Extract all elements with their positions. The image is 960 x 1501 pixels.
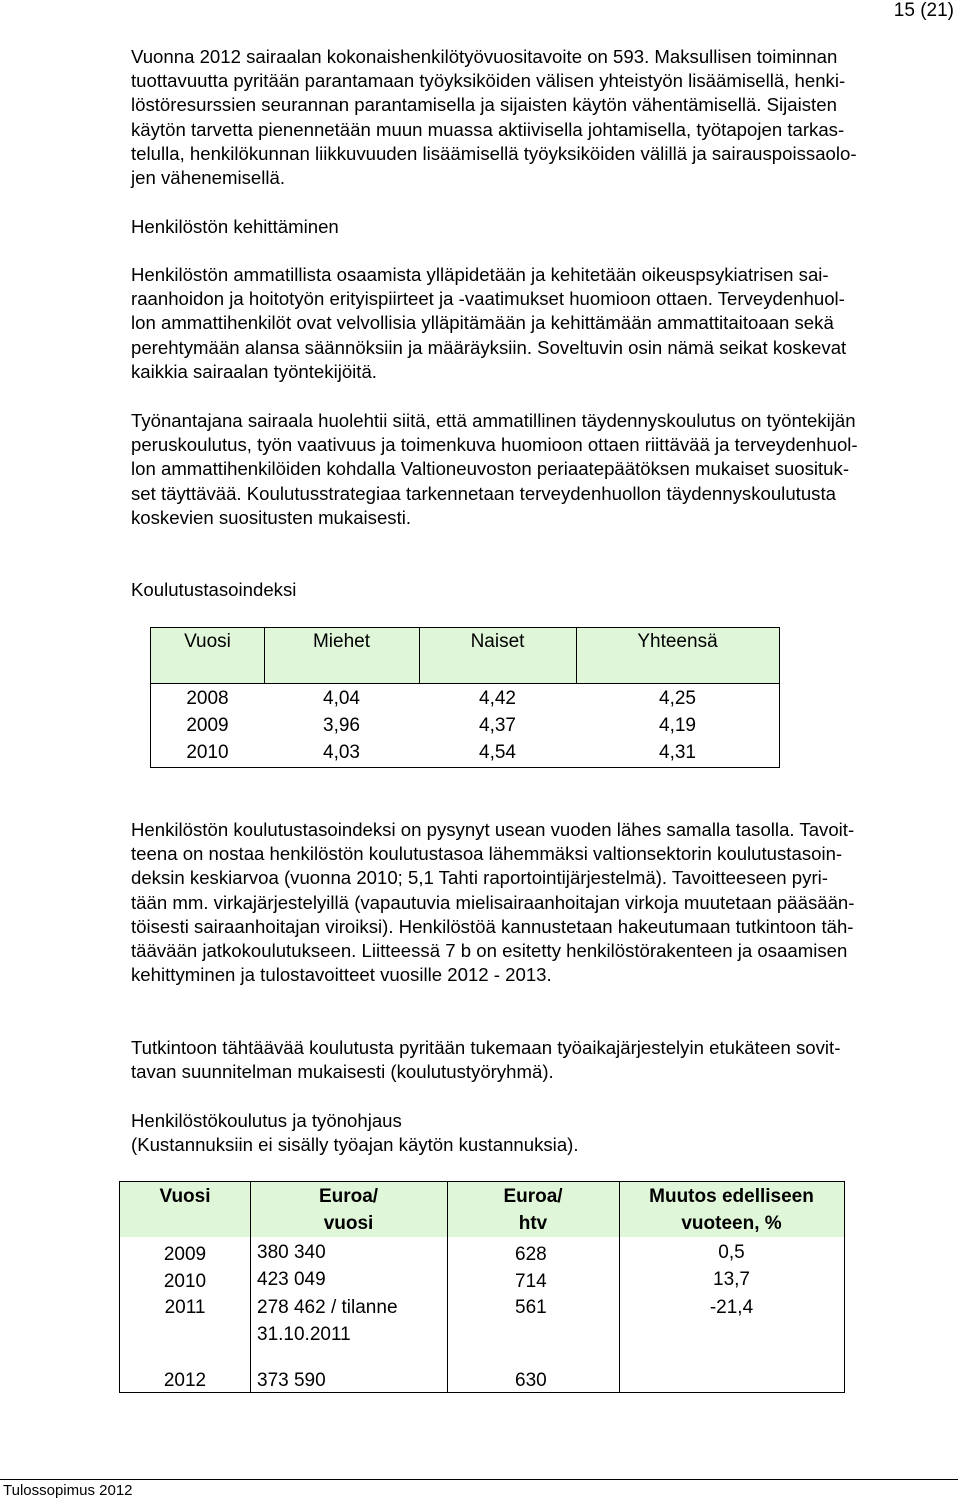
header-line: Muutos edelliseen — [649, 1186, 814, 1207]
cell-change: 13,7 — [713, 1269, 750, 1290]
heading-text: Koulutustasoindeksi — [131, 579, 297, 600]
heading-staff-development — [131, 215, 957, 239]
heading-education-index — [131, 578, 957, 602]
text-line: töisesti sairaanhoitajan viroiksi). Henkilöstöä kannustetaan hakeutumaan tutkintoon täh- — [131, 915, 854, 937]
cell-year: 2009 — [163, 1244, 207, 1265]
cell-women: 4,37 — [479, 715, 516, 736]
header-year: Vuosi — [184, 631, 231, 652]
text-line: lon ammattihenkilöt ovat velvollisia ylläpitämään ja kehittämään ammattitaitoaan sekä — [131, 312, 834, 334]
text-line: löstöresurssien seurannan parantamisella ja sijaisten käytön vähentämisellä. Sijaisten — [131, 94, 837, 116]
cell-year: 2012 — [163, 1370, 207, 1391]
text-line: käytön tarvetta pienennetään muun muassa aktiivisella johtamisella, työtapojen tarkas- — [131, 118, 845, 140]
education-index-table — [150, 627, 780, 768]
paragraph-staff-target — [131, 45, 957, 190]
heading-text: Henkilöstön kehittäminen — [131, 216, 339, 237]
cell-line: 278 462 / tilanne — [257, 1297, 398, 1318]
text-line: kaikkia sairaalan työntekijöitä. — [131, 360, 377, 382]
text-line: Tutkintoon tähtäävää koulutusta pyritään tukemaan työaikajärjestelyin etukäteen sovit- — [131, 1037, 841, 1058]
training-costs-table — [119, 1181, 845, 1393]
cell-euro-year: 373 590 — [257, 1370, 326, 1391]
text-line: Vuonna 2012 sairaalan kokonaishenkilötyövuositavoite on 593. Maksullisen toiminnan — [131, 46, 838, 67]
text-line: raanhoidon ja hoitotyön erityispiirteet ja -vaatimukset huomioon ottaen. Terveydenhuol- — [131, 288, 845, 310]
cell-euro-htv: 561 — [515, 1297, 547, 1318]
header-line: Euroa/ — [503, 1186, 563, 1207]
text-line: set täyttävää. Koulutusstrategiaa tarkennetaan terveydenhuollon täydennyskoulutusta — [131, 482, 836, 504]
cell-total: 4,19 — [659, 715, 696, 736]
paragraph-professional-skills — [131, 263, 957, 384]
cell-euro-htv: 714 — [515, 1271, 547, 1292]
text-line: lon ammattihenkilöiden kohdalla Valtioneuvoston periaatepäätöksen mukaiset suosituk- — [131, 458, 850, 480]
text-line: kehittyminen ja tulostavoitteet vuosille 2012 - 2013. — [131, 964, 552, 986]
header-euro-per-year — [250, 1183, 447, 1237]
header-change-percent — [619, 1183, 844, 1237]
text-line: tavan suunnitelman mukaisesti (koulutustyöryhmä). — [131, 1061, 554, 1083]
paragraph-degree-training — [131, 1036, 957, 1084]
header-euro-per-htv — [447, 1183, 619, 1237]
cell-euro-year — [257, 1294, 445, 1348]
header-women: Naiset — [470, 631, 525, 652]
cell-year: 2010 — [186, 742, 229, 763]
cell-total: 4,25 — [659, 688, 696, 709]
cell-year: 2011 — [164, 1297, 206, 1318]
cell-euro-htv: 628 — [515, 1244, 547, 1265]
footer-title: Tulossopimus 2012 — [3, 1482, 133, 1499]
cell-euro-year: 380 340 — [257, 1242, 326, 1263]
cell-men: 4,03 — [323, 742, 360, 763]
text-line: telulla, henkilökunnan liikkuvuuden lisäämisellä työyksiköiden välillä ja sairauspoissaolo- — [131, 142, 857, 164]
text-line: Työnantajana sairaala huolehtii siitä, että ammatillinen täydennyskoulutus on työntekijän — [131, 410, 856, 431]
cell-men: 3,96 — [323, 715, 360, 736]
paragraph-education-index-goal — [131, 818, 957, 987]
cell-women: 4,42 — [479, 688, 516, 709]
text-line: deksin keskiarvoa (vuonna 2010; 5,1 Tahti raportointijärjestelmä). Tavoitteeseen pyri- — [131, 867, 828, 889]
header-line: vuosi — [323, 1213, 374, 1234]
cell-year: 2009 — [186, 715, 229, 736]
header-line: htv — [518, 1213, 548, 1234]
text-line: Henkilöstön koulutustasoindeksi on pysynyt usean vuoden lähes samalla tasolla. Tavoit- — [131, 819, 855, 840]
header-total: Yhteensä — [637, 631, 718, 652]
header-year: Vuosi — [159, 1186, 211, 1207]
cell-women: 4,54 — [479, 742, 516, 763]
text-line: perehtymään alansa säännöksiin ja määräyksiin. Soveltuvin osin nämä seikat koskevat — [131, 336, 847, 358]
cell-total: 4,31 — [659, 742, 696, 763]
cell-men: 4,04 — [323, 688, 360, 709]
text-line: Henkilöstökoulutus ja työnohjaus — [131, 1110, 402, 1131]
text-line: täävään jatkokoulutukseen. Liitteessä 7 b on esitetty henkilöstörakenteen ja osaamisen — [131, 940, 848, 962]
text-line: tään mm. virkajärjestelyillä (vapautuvia mielisairaanhoitajan virkoja muutetaan pääsään- — [131, 891, 855, 913]
text-line: koskevien suositusten mukaisesti. — [131, 506, 412, 528]
text-line: Henkilöstön ammatillista osaamista ylläpidetään ja kehitetään oikeuspsykiatrisen sai- — [131, 264, 829, 285]
cell-line: 31.10.2011 — [257, 1324, 351, 1345]
cell-change: -21,4 — [709, 1297, 754, 1318]
caption-training-costs — [131, 1109, 957, 1157]
header-line: Euroa/ — [318, 1186, 379, 1207]
header-men: Miehet — [312, 631, 371, 652]
paragraph-employer-training — [131, 409, 957, 530]
text-line: jen vähenemisellä. — [131, 167, 286, 189]
text-line: tuottavuutta pyritään parantamaan työyksiköiden välisen yhteistyön lisäämisellä, henki- — [131, 70, 846, 92]
cell-euro-htv: 630 — [515, 1370, 547, 1391]
text-line: teena on nostaa henkilöstön koulutustasoa lähemmäksi valtionsektorin koulutustasoin- — [131, 843, 843, 865]
text-line: (Kustannuksiin ei sisälly työajan käytön kustannuksia). — [131, 1134, 579, 1156]
page-number: 15 (21) — [893, 0, 954, 21]
text-line: peruskoulutus, työn vaativuus ja toimenkuva huomioon ottaen riittävää ja terveydenhuol- — [131, 434, 858, 456]
cell-year: 2010 — [163, 1271, 207, 1292]
footer-divider — [0, 1479, 958, 1480]
cell-year: 2008 — [186, 688, 229, 709]
cell-euro-year: 423 049 — [257, 1269, 326, 1290]
cell-change: 0,5 — [718, 1242, 745, 1263]
header-line: vuoteen, % — [681, 1213, 782, 1234]
